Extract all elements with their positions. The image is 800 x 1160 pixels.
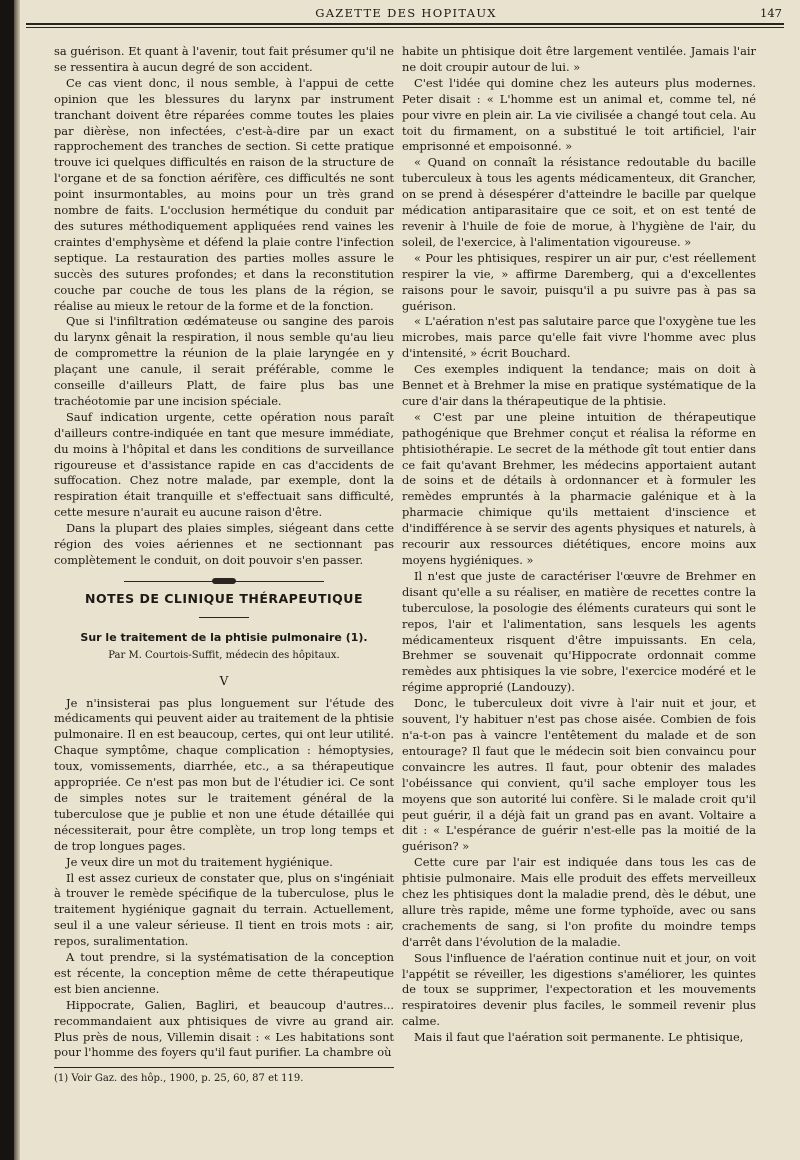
right-column bbox=[402, 44, 756, 1046]
header-rule-thin bbox=[26, 27, 784, 28]
section-ornament bbox=[54, 575, 394, 587]
paragraph: Il n'est que juste de caractériser l'œuvre de Brehmer en disant qu'elle a su réaliser, en matière de recettes contre la tuberculose, la posologie des éléments curateurs qui sont le repos, l'air et l'alimentation, sans lesquels les agents médicamenteux risquent d'être impuissants. En cela, Brehmer se souvenait qu'Hippocrate ordonnait comme remèdes aux phtisiques la vie sobre, l'exercice modéré et le régime approprié (Landouzy). bbox=[402, 568, 756, 695]
paragraph: Donc, le tuberculeux doit vivre à l'air nuit et jour, et souvent, l'y habituer n'est pas chose aisée. Combien de fois n'a-t-on pas à vaincre l'entêtement du malade et de son entourage? Il faut que le médecin soit bien convaincu pour convaincre les autres. Il faut, pour obtenir des malades l'obéissance qui convient, qu'il sache employer tous les moyens que son autorité lui confère. Si le malade croit qu'il peut guérir, il a déjà fait un grand pas en avant. Voltaire a dit : « L'espérance de guérir n'est-elle pas la moitié de la guérison? » bbox=[402, 696, 756, 854]
section-divider bbox=[199, 617, 249, 618]
header-rule-thick bbox=[26, 23, 784, 25]
running-title: GAZETTE DES HOPITAUX bbox=[315, 6, 497, 20]
paragraph: C'est l'idée qui domine chez les auteurs plus modernes. Peter disait : « L'homme est un animal et, comme tel, né pour vivre en plein air. La vie civilisée a changé tout cela. Au toit du firmament, on a substitué le toit artificiel, l'air emprisonné et empoisonné. » bbox=[402, 75, 756, 154]
paragraph: Je veux dire un mot du traitement hygiénique. bbox=[66, 854, 333, 869]
paragraph: Que si l'infiltration œdémateuse ou sangine des parois du larynx gênait la respiration, il nous semble qu'au lieu de compromettre la réunion de la plaie laryngée en y plaçant une canule, il serait préférable, comme le conseille d'ailleurs Platt, de faire plus bas une trachéotomie par une incision spéciale. bbox=[54, 314, 394, 408]
paragraph: « L'aération n'est pas salutaire parce que l'oxygène tue les microbes, mais parce qu'elle fait vivre l'homme avec plus d'intensité, » écrit Bouchard. bbox=[402, 314, 756, 361]
article-byline: Par M. Courtois-Suffit, médecin des hôpitaux. bbox=[108, 649, 340, 661]
paragraph: Sous l'influence de l'aération continue nuit et jour, on voit l'appétit se réveiller, les digestions s'améliorer, les quintes de toux se supprimer, l'expectoration et les mouvements respiratoires devenir plus faciles, le sommeil revenir plus calme. bbox=[402, 950, 756, 1029]
paragraph: « Pour les phtisiques, respirer un air pur, c'est réellement respirer la vie, » affirme Daremberg, qui a d'excellentes raisons pour le savoir, puisqu'il a pu suivre pas à pas sa guérison. bbox=[402, 250, 756, 313]
footnote-rule bbox=[54, 1067, 394, 1068]
binding-shadow bbox=[14, 0, 20, 1160]
paragraph: « C'est par une pleine intuition de thérapeutique pathogénique que Brehmer conçut et réalisa la réforme en phtisiothérapie. Le secret de la méthode gît tout entier dans ce fait qu'avant Brehmer, les médecins apportaient autant de soins et de détails à ordonnancer et à formuler les remèdes empruntés à la pharmacie galénique et à la pharmacie chimique qu'ils mettaient d'inscience et d'indifférence à se servir des agents physiques et naturels, à recourir aux ressources diététiques, encore moins aux moyens hygiéniques. » bbox=[402, 409, 756, 567]
paragraph: Ce cas vient donc, il nous semble, à l'appui de cette opinion que les blessures du larynx par instrument tranchant doivent être réparées comme toutes les plaies par dièrèse, non infectées, c'est-à-dire par un exact rapprochement des tranches de section. Si cette pratique trouve ici quelques difficultés en raison de la structure de l'organe et de sa fonction aérifère, ces difficultés ne sont point insurmontables, au moins pour un très grand nombre de faits. L'occlusion hermétique du conduit par des sutures méthodiquement appliquées rend vaines les craintes d'emphysème et défend la plaie contre l'infection septique. La restauration des parties molles assure le succès des sutures profondes; et dans la reconstitution couche par couche de tous les plans de la région, se réalise au mieux le retour de la forme et de la fonction. bbox=[54, 75, 394, 313]
binding-edge bbox=[0, 0, 14, 1160]
page-header bbox=[26, 4, 786, 22]
paragraph: « Quand on connaît la résistance redoutable du bacille tuberculeux à tous les agents médicamenteux, dit Grancher, on se prend à désespérer d'atteindre le bacille par quelque médication antiparasitaire que ce soit, et on est tenté de revenir à l'huile de foie de morue, à l'hygiène de l'air, du soleil, de l'exercice, à l'alimentation vigoureuse. » bbox=[402, 155, 756, 249]
article-title: Sur le traitement de la phtisie pulmonaire (1). bbox=[80, 630, 368, 644]
paragraph: Hippocrate, Galien, Bagliri, et beaucoup d'autres... recommandaient aux phtisiques de vivre au grand air. Plus près de nous, Villemin disait : « Les habitations sont pour l'homme des foyers qu'il faut purifier. La chambre où bbox=[54, 997, 394, 1060]
paragraph: Il est assez curieux de constater que, plus on s'ingéniait à trouver le remède spécifique de la tuberculose, plus le traitement hygiénique gagnait du terrain. Actuellement, seul il a une valeur sérieuse. Il tient en trois mots : air, repos, suralimentation. bbox=[54, 870, 394, 949]
section-title: NOTES DE CLINIQUE THÉRAPEUTIQUE bbox=[84, 590, 363, 606]
paragraph: sa guérison. Et quant à l'avenir, tout fait présumer qu'il ne se ressentira à aucun degré de son accident. bbox=[54, 44, 394, 74]
paragraph: A tout prendre, si la systématisation de la conception est récente, la conception même de cette thérapeutique est bien ancienne. bbox=[54, 950, 394, 996]
paragraph: Mais il faut que l'aération soit permanente. Le phtisique, bbox=[414, 1030, 744, 1045]
left-column bbox=[54, 44, 394, 1085]
page-number: 147 bbox=[760, 6, 782, 20]
paragraph: Je n'insisterai pas plus longuement sur l'étude des médicaments qui peuvent aider au traitement de la phtisie pulmonaire. Il en est beaucoup, certes, qui ont leur utilité. Chaque symptôme, chaque complication : hémoptysies, toux, vomissements, diarrhée, etc., a sa thérapeutique appropriée. Ce n'est pas mon but de l'étudier ici. Ce sont de simples notes sur le traitement général de la tuberculose que je publie et non une étude détaillée qui nécessiterait, pour être complète, un trop long temps et de trop longues pages. bbox=[54, 695, 394, 853]
paragraph: Ces exemples indiquent la tendance; mais on doit à Bennet et à Brehmer la mise en pratique systématique de la cure d'air dans la thérapeutique de la phtisie. bbox=[402, 362, 756, 408]
paragraph: Dans la plupart des plaies simples, siégeant dans cette région des voies aériennes et ne sectionnant pas complètement le conduit, on doit pouvoir s'en passer. bbox=[54, 521, 394, 567]
paragraph: Sauf indication urgente, cette opération nous paraît d'ailleurs contre-indiquée en tant que mesure immédiate, du moins à l'hôpital et dans les conditions de surveillance rigoureuse et d'assistance rapide en cas d'accidents de suffocation. Chez notre malade, par exemple, dont la respiration était tranquille et s'effectuait sans difficulté, cette mesure n'aurait eu aucune raison d'être. bbox=[54, 409, 394, 520]
chapter-number: V bbox=[219, 673, 229, 688]
paragraph: habite un phtisique doit être largement ventilée. Jamais l'air ne doit croupir autour de lui. » bbox=[402, 44, 756, 74]
paragraph: Cette cure par l'air est indiquée dans tous les cas de phtisie pulmonaire. Mais elle produit des effets merveilleux chez les phtisiques dont la maladie prend, dès le début, une allure très rapide, même une forme typhoïde, avec ou sans crachements de sang, si l'on profite du moindre temps d'arrêt dans l'évolution de la maladie. bbox=[402, 855, 756, 949]
footnote: (1) Voir Gaz. des hôp., 1900, p. 25, 60, 87 et 119. bbox=[54, 1073, 304, 1085]
